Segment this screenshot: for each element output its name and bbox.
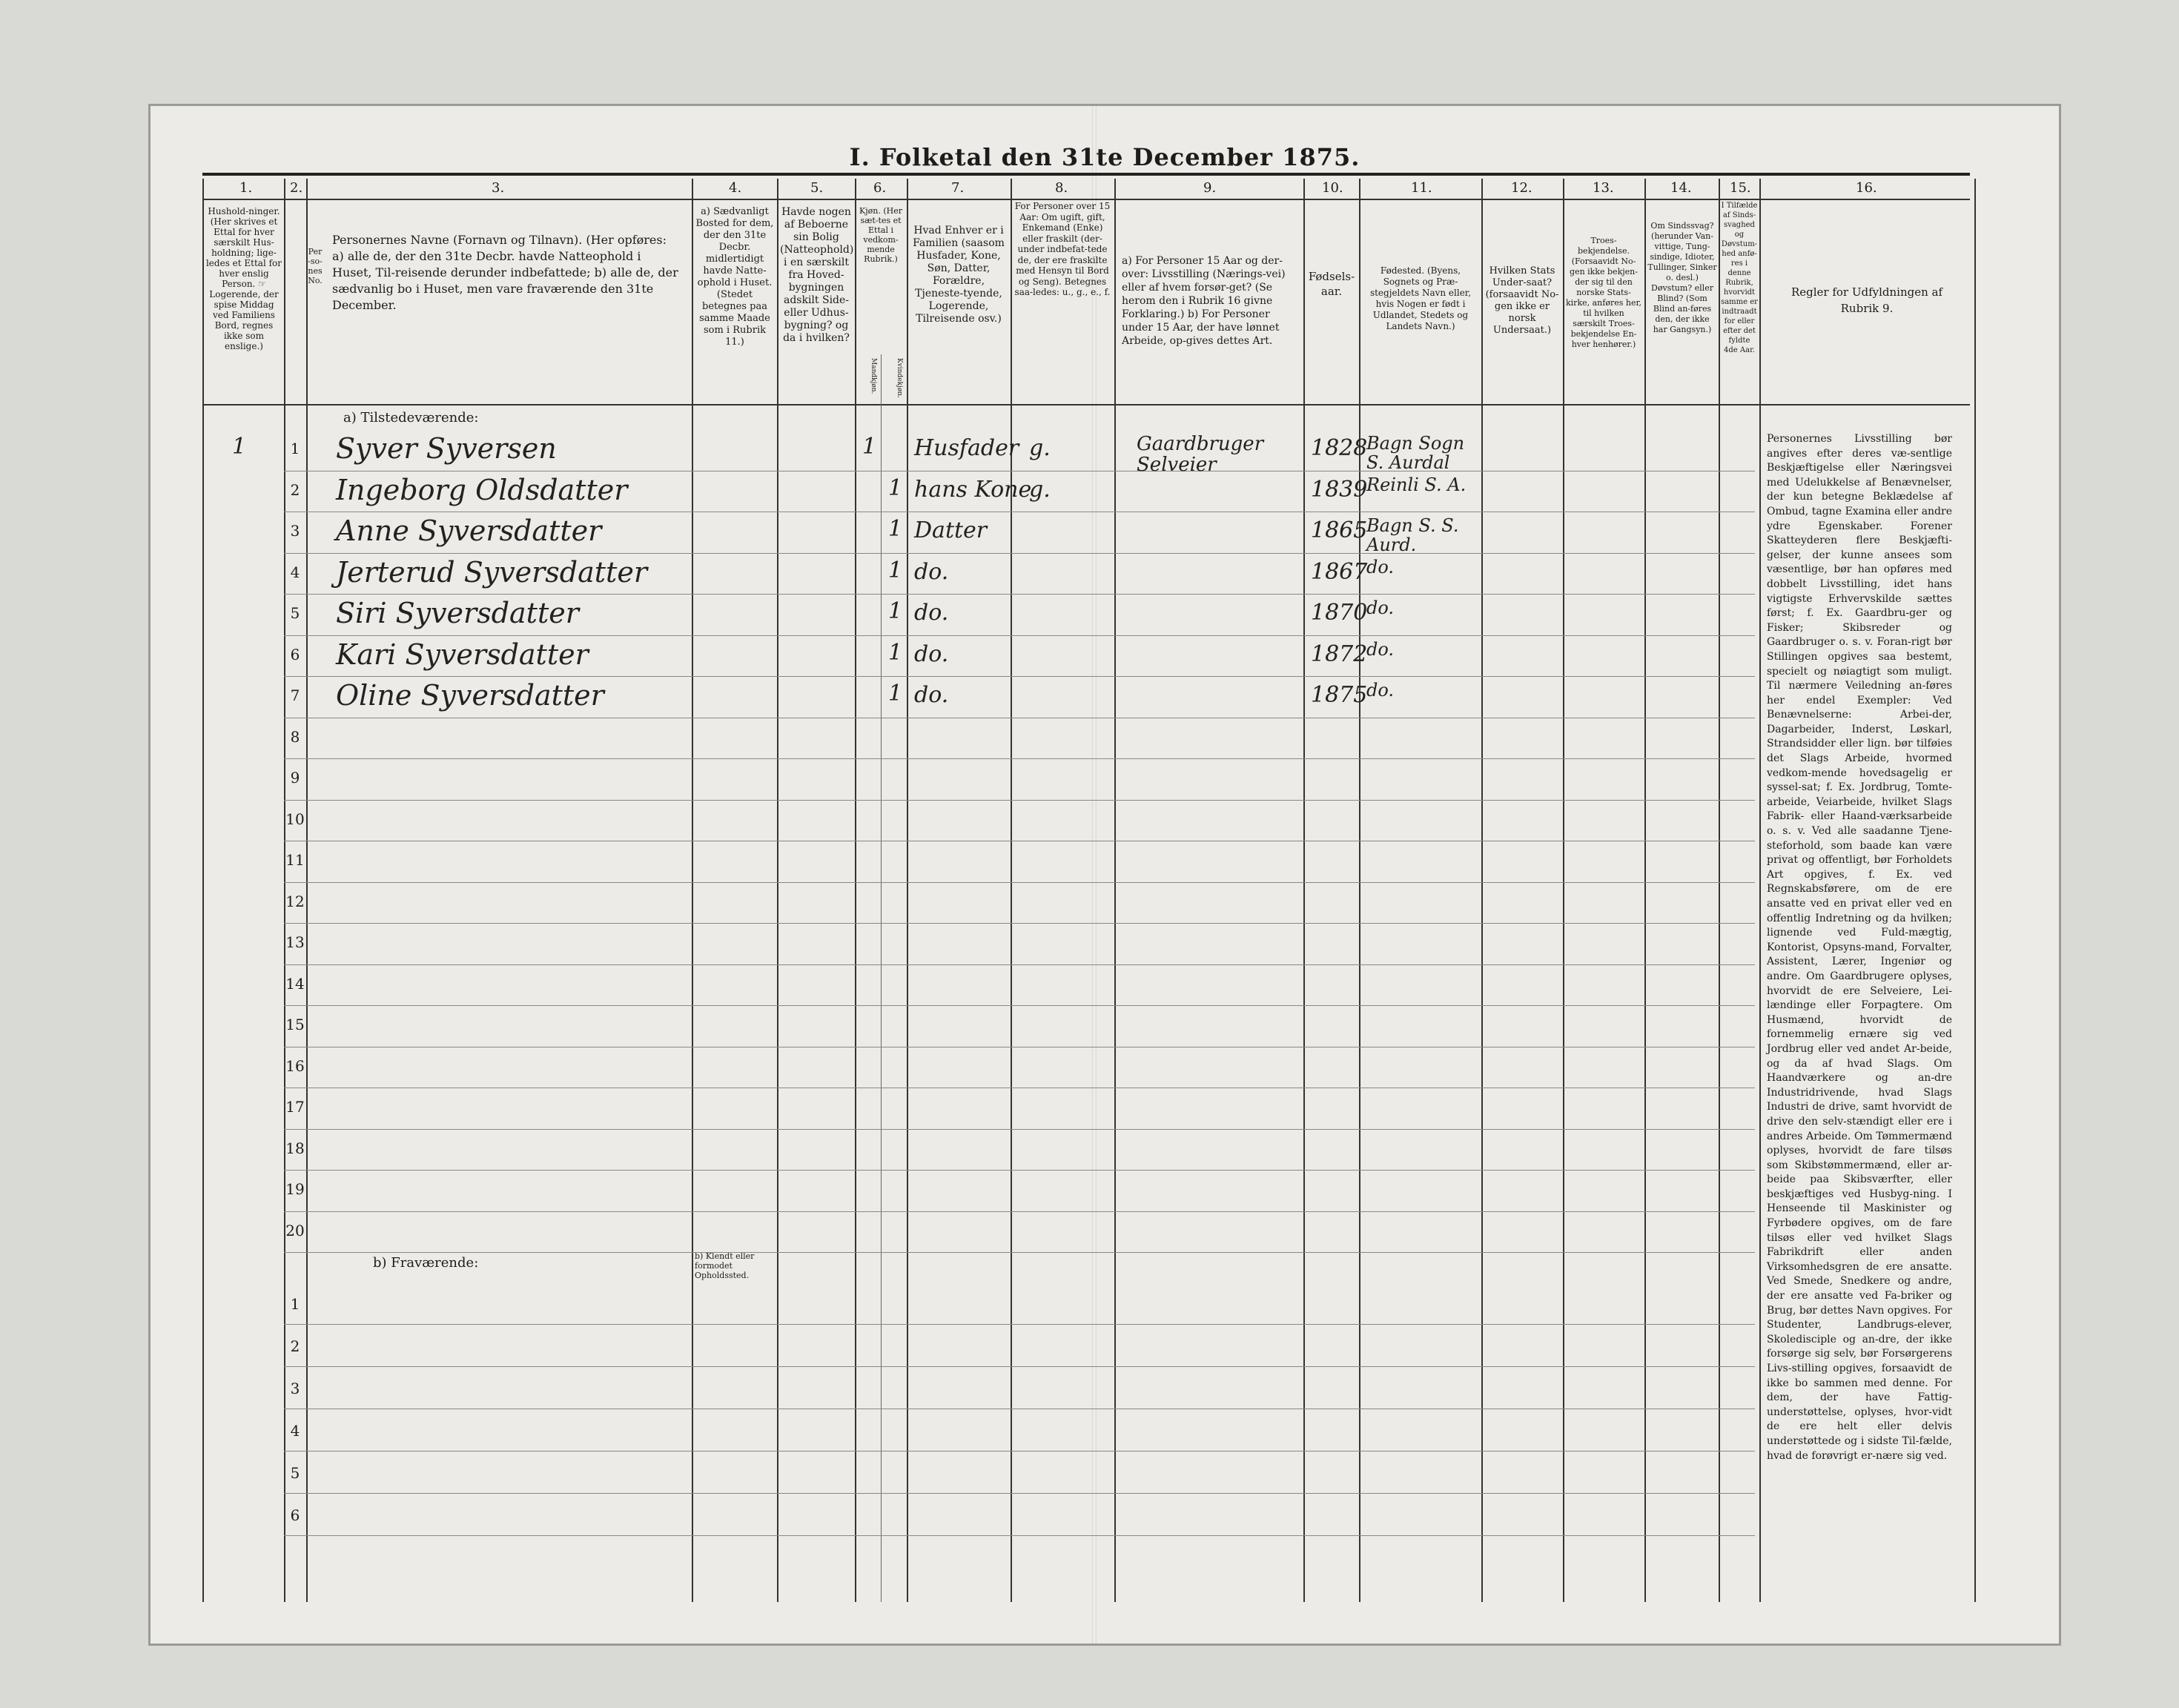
header-citizenship: Hvilken Stats Under-saat? (forsaavidt No-gen ikke er norsk Undersaat.) [1485,265,1559,336]
person-name: Kari Syversdatter [336,638,589,671]
header-disability: Om Sindssvag? (herunder Van-vittige, Tung-sindige, Idioter, Tullinger, Sinker o. desl.) Døvstum? eller Blind? (Som Blind an-føres den, der ikke har Gangsyn.) [1647,221,1717,334]
row-number: 2 [290,480,300,499]
section-present: a) Tilstedeværende: [343,410,479,426]
col-rule [907,179,908,1602]
col-rule [1481,179,1483,1602]
row-rule [284,964,1755,965]
family-role: hans Kone [914,476,1032,503]
row-rule [284,1252,1755,1253]
col-rule [1114,179,1116,1602]
family-role: do. [914,600,949,626]
column-number: 7. [951,180,965,196]
row-number: 12 [285,892,305,910]
column-number: 11. [1411,180,1432,196]
family-role: Datter [914,517,988,543]
column-number: 1. [239,180,253,196]
family-role: do. [914,640,949,667]
row-number: 3 [290,1380,300,1397]
person-name: Syver Syversen [336,432,557,465]
col-rule [1759,179,1761,1602]
header-person-no: Per-so-nes No. [308,247,323,285]
header-rule [202,199,1970,200]
header-sex: Kjøn. (Her sæt-tes et Ettal i vedkom-mende Rubrik.) [859,206,902,264]
header-names: Personernes Navne (Fornavn og Tilnavn). (Her opføres: a) alle de, der den 31te Decbr. havde Natteophold i Huset, Til-reisende derunder indbefattede; b) alle de, der sædvanlig bo i Huset, men vare fraværende den 31te December. [332,233,678,312]
person-name: Siri Syversdatter [336,597,579,629]
column-number: 14. [1670,180,1692,196]
header-religion: Troes-bekjendelse. (Forsaavidt No-gen ikke bekjen-der sig til den norske Stats-kirke, anføres her, til hvilken særskilt Troes-bekjendelse En-hver henhører.) [1566,236,1641,349]
birth-year: 1875 [1311,682,1368,708]
row-rule [284,1211,1755,1212]
birth-year: 1865 [1311,517,1368,543]
row-number: 1 [290,440,300,457]
header-occupation: a) For Personer 15 Aar og der-over: Livsstilling (Nærings-vei) eller af hvem forsør-get? (Se herom den i Rubrik 16 givne Forklaring.) b) For Personer under 15 Aar, der have lønnet Arbeide, op-gives dettes Art. [1122,255,1286,347]
col-rule [855,179,856,1602]
sex-female-mark: 1 [888,639,903,666]
row-number: 14 [285,974,305,993]
col-rule [1303,179,1305,1602]
col-rule [202,179,204,1602]
row-rule [284,635,1755,636]
column-number: 8. [1055,180,1068,196]
sex-female-mark: 1 [888,598,903,624]
row-number: 19 [285,1180,305,1198]
col-rule [1644,179,1646,1602]
sex-female-mark: 1 [888,474,903,501]
column-number: 5. [810,180,824,196]
row-number: 3 [290,522,300,540]
column-number: 12. [1511,180,1532,196]
row-number: 18 [285,1139,305,1157]
row-rule [284,882,1755,883]
column-number: 6. [873,180,887,196]
header-outbuilding: Havde nogen af Beboerne sin Bolig (Natteophold) i en særskilt fra Hoved-bygningen adskilt Side-eller Udhus-bygning? og da i hvilken? [780,206,854,344]
row-number: 1 [290,1295,300,1313]
occupation: Gaardbruger Selveier [1137,433,1264,476]
row-number: 11 [285,851,305,869]
row-rule [284,800,1755,801]
row-rule [284,1535,1755,1536]
row-number: 7 [290,686,300,704]
header-sex-female: Kvindekjøn. [896,358,903,398]
column-number: 16. [1856,180,1877,196]
row-rule [284,1366,1755,1367]
birth-year: 1872 [1311,640,1368,667]
column-number: 9. [1203,180,1217,196]
census-sheet [148,104,2061,1646]
column-number: 10. [1322,180,1343,196]
person-name: Oline Syversdatter [336,679,604,712]
col-rule [1974,179,1976,1602]
col-rule [306,179,308,1602]
header-family-role: Hvad Enhver er i Familien (saasom Husfader, Kone, Søn, Datter, Forældre, Tjeneste-tyende, Logerende, Tilreisende osv.) [913,225,1005,325]
row-number: 5 [290,604,300,622]
header-marital: For Personer over 15 Aar: Om ugift, gift, Enkemand (Enke) eller fraskilt (der-under indbefat-tede de, der ere fraskilte med Hensyn til Bord og Seng). Betegnes saa-ledes: u., g., e., f. [1014,201,1111,297]
row-number: 17 [285,1098,305,1116]
row-number: 10 [285,810,305,828]
birthplace: Bagn S. S. Aurd. [1366,515,1459,555]
row-rule [284,594,1755,595]
row-number: 5 [290,1464,300,1482]
row-rule [284,1324,1755,1325]
row-rule [284,758,1755,759]
page-fold [1092,106,1097,1644]
row-rule [284,676,1755,677]
header-households: Hushold-ninger. (Her skrives et Ettal for hver særskilt Hus-holdning; lige-ledes et Ettal for hver enslig Person. ☞ Logerende, der spise Middag ved Familiens Bord, regnes ikke som enslige.) [205,206,282,351]
row-number: 2 [290,1337,300,1355]
row-rule [284,1005,1755,1006]
header-bottom-rule [202,404,1970,406]
marital-status: g. [1029,435,1051,461]
household-mark: 1 [232,434,247,460]
header-birthplace: Fødested. (Byens, Sognets og Præ-stegjeldets Navn eller, hvis Nogen er født i Udlandet, Stedets og Landets Navn.) [1369,265,1472,331]
birth-year: 1828 [1311,435,1368,461]
row-number: 6 [290,1506,300,1524]
birthplace: Reinli S. A. [1366,474,1467,495]
family-role: do. [914,682,949,708]
col-rule [1011,179,1012,1602]
row-number: 8 [290,727,300,746]
row-rule [284,1451,1755,1452]
row-rule [284,923,1755,924]
sex-female-mark: 1 [888,516,903,542]
birthplace: Bagn Sogn S. Aurdal [1366,433,1465,473]
absent-location-note: b) Klendt eller formodet Opholdssted. [695,1251,755,1280]
family-role: Husfader [914,435,1019,461]
column-number: 3. [492,180,505,196]
row-number: 4 [290,563,300,581]
row-rule [284,1129,1755,1130]
row-number: 15 [285,1016,305,1033]
birthplace: do. [1366,598,1395,618]
col-rule [777,179,778,1602]
col-rule [1719,179,1720,1602]
header-sex-male: Mandkjøn. [870,358,877,394]
col-rule [1563,179,1564,1602]
header-usual-residence: a) Sædvanligt Bosted for dem, der den 31te Decbr. midlertidigt havde Natte-ophold i Huset. (Stedet betegnes paa samme Maade som i Rubrik 11.) [695,206,774,348]
birth-year: 1839 [1311,476,1368,503]
marital-status: g. [1029,476,1051,503]
sex-male-mark: 1 [862,434,877,460]
col-rule [1359,179,1360,1602]
person-name: Jerterud Syversdatter [336,555,647,589]
sex-female-mark: 1 [888,681,903,706]
row-rule [284,553,1755,554]
page-title: I. Folketal den 31te December 1875. [849,143,1360,171]
header-birth-year: Fødsels-aar. [1308,270,1355,298]
person-name: Ingeborg Oldsdatter [336,473,628,506]
column-number: 13. [1593,180,1614,196]
row-number: 13 [285,933,305,951]
birth-year: 1867 [1311,558,1368,585]
birthplace: do. [1366,556,1395,577]
row-rule [284,1170,1755,1171]
birthplace: do. [1366,638,1395,660]
column-number: 2. [290,180,303,196]
row-number: 16 [285,1056,305,1075]
col-rule [881,354,882,1602]
col-rule [692,179,693,1602]
family-role: do. [914,558,949,585]
section-absent: b) Fraværende: [373,1255,479,1271]
column-number: 4. [729,180,742,196]
top-rule [202,173,1970,176]
row-number: 4 [290,1422,300,1440]
rubric-9-rules: Personernes Livsstilling bør angives efter deres væ-sentlige Beskjæftigelse eller Næringsvei med Udelukkelse af Benævnelser, der kun betegne Beklædelse af Ombud, tagne Examina eller andre ydre Egenskaber. Forener Skatteyderen flere Beskjæfti-gelser, der kunne ansees som væsentlige, bør han opføres med dobbelt Livsstilling, idet hans vigtigste Erhvervskilde sættes først; f. Ex. Gaardbru-ger og Fisker; Skibsreder og Gaardbruger o. s. v. Foran-rigt bør Stillingen opgives saa bestemt, specielt og nøiagtigt som muligt. Til nærmere Veiledning an-føres her endel Exempler: Ved Benævnelserne: Arbei-der, Dagarbeider, Inderst, Løskarl, Strandsidder eller lign. bør tilføies det Slags Arbeide, hvormed vedkom-mende hovedsagelig er syssel-sat; f. Ex. Jordbrug, Tomte-arbeide, Veiarbeide, hvilket Slags Fabrik- eller Haand-værksarbeide o. s. v. Ved alle saadanne Tjene-steforhold, som baade kan være privat og offentligt, bør Forholdets Art opgives, f. Ex. ved Regnskabsførere, om de ere ansatte ved en privat eller ved en offentlig Indretning og da hvilken; lignende ved Fuld-mægtig, Kontorist, Opsyns-mand, Forvalter, Assistent, Lærer, Ingeniør og andre. Om Gaardbrugere oplyses, hvorvidt de ere Selveiere, Lei-lændinge eller Forpagtere. Om Husmænd, hvorvidt de fornemmelig ernære sig ved Jordbrug eller ved andet Ar-beide, og da af hvad Slags. Om Haandværkere og an-dre Industridrivende, hvad Slags Industri de drive, samt hvorvidt de drive den selv-stændigt eller ere i andres Arbeide. Om Tømmermænd oplyses, hvorvidt de fare tilsøs som Skibstømmermænd, eller ar-beide paa Skibsværfter, eller beskjæftiges ved Husbyg-ning. I Henseende til Maskinister og Fyrbødere opgives, om de fare tilsøs eller ved hvilket Slags Fabrikdrift eller anden Virksomhedsgren de ere ansatte. Ved Smede, Snedkere og andre, der ere ansatte ved Fa-briker og Brug, bør dettes Navn opgives. For Studenter, Landbrugs-elever, Skoledisciple og an-dre, der ikke forsørge sig selv, bør Forsørgerens Livs-stilling opgives, forsaavidt de ikke bo sammen med denne. For dem, der have Fattig-understøttelse, oplyses, hvor-vidt de ere helt eller delvis understøttede og i sidste Til-fælde, hvad de forøvrigt er-nære sig ved. [1767,433,1952,1462]
header-onset: I Tilfælde af Sinds-svaghed og Døvstum-hed anfø-res i denne Rubrik, hvorvidt samme er indtraadt for eller efter det fyldte 4de Aar. [1721,202,1758,354]
sex-female-mark: 1 [888,557,903,583]
person-name: Anne Syversdatter [336,514,602,547]
row-number: 6 [290,645,300,663]
birth-year: 1870 [1311,600,1368,626]
row-rule [284,1493,1755,1494]
row-number: 9 [290,769,300,787]
header-rules: Regler for Udfyldningen af Rubrik 9. [1791,285,1943,315]
birthplace: do. [1366,680,1395,701]
row-number: 20 [285,1221,305,1239]
column-number: 15. [1730,180,1751,196]
